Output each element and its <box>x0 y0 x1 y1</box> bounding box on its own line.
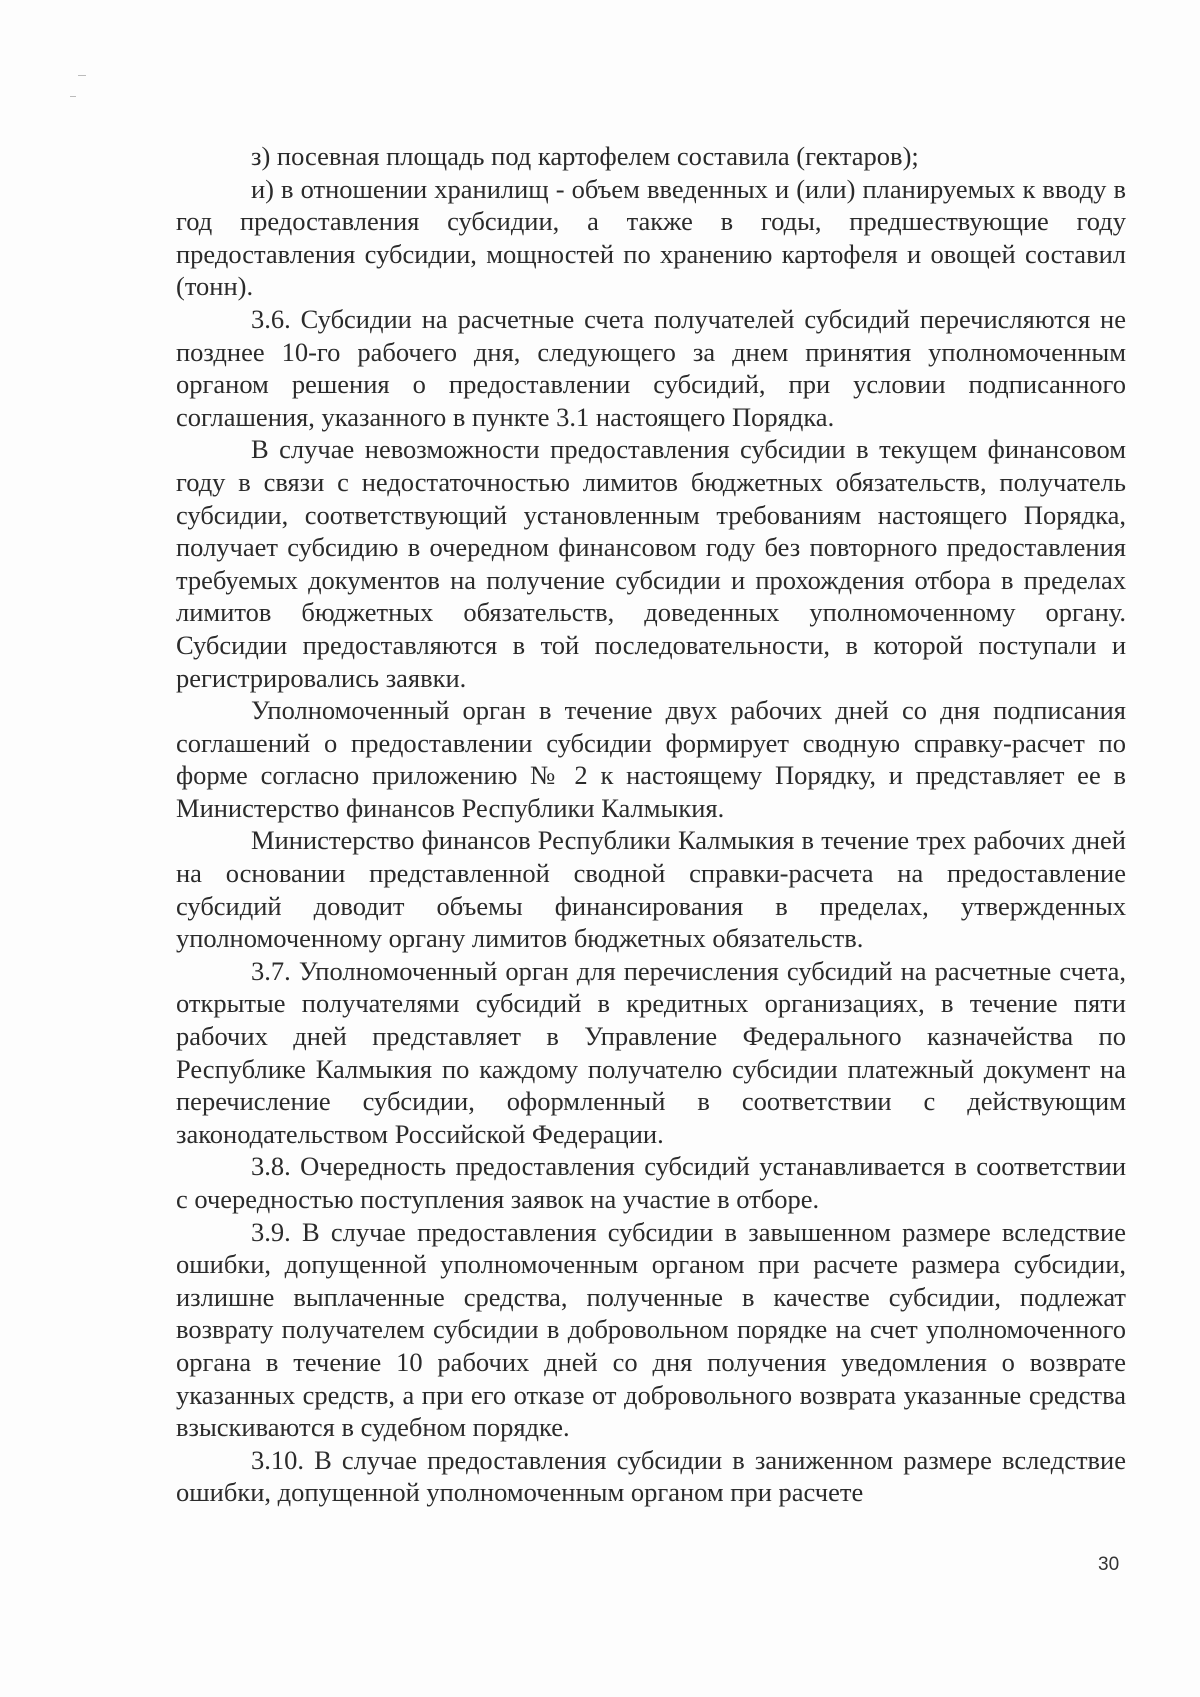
paragraph-item-i: и) в отношении хранилищ - объем введенных и (или) планируемых к вводу в год предоставления субсидии, а также в годы, предшествующие году предоставления субсидии, мощностей по хранению картофеля и овощей составил (тонн). <box>176 173 1126 302</box>
paragraph-ministry-finance: Министерство финансов Республики Калмыкия в течение трех рабочих дней на основании представленной сводной справки-расчета на предоставление субсидий доводит объемы финансирования в пределах, утвержденных уполномоченному органу лимитов бюджетных обязательств. <box>176 825 1126 954</box>
paragraph-3-9: 3.9. В случае предоставления субсидии в завышенном размере вследствие ошибки, допущенной уполномоченным органом при расчете размера субсидии, излишне выплаченные средства, полученные в качестве субсидии, подлежат возврату получателем субсидии в добровольном порядке на счет уполномоченного органа в течение 10 рабочих дней со дня получения уведомления о возврате указанных средств, а при его отказе от добровольного возврата указанные средства взыскиваются в судебном порядке. <box>176 1216 1126 1443</box>
paragraph-3-8: 3.8. Очередность предоставления субсидий устанавливается в соответствии с очередностью поступления заявок на участие в отборе. <box>176 1151 1126 1214</box>
scan-artifact <box>70 96 76 97</box>
document-body <box>176 140 1126 1509</box>
scan-artifact <box>78 75 86 76</box>
page-number: 30 <box>1098 1554 1120 1575</box>
paragraph-summary-calculation: Уполномоченный орган в течение двух рабочих дней со дня подписания соглашений о предоставлении субсидии формирует сводную справку-расчет по форме согласно приложению № 2 к настоящему Порядку, и представляет ее в Министерство финансов Республики Калмыкия. <box>176 695 1126 823</box>
paragraph-insufficient-limits: В случае невозможности предоставления субсидии в текущем финансовом году в связи с недостаточностью лимитов бюджетных обязательств, получатель субсидии, соответствующий установленным требованиям настоящего Порядка, получает субсидию в очередном финансовом году без повторного предоставления требуемых документов на получение субсидии и прохождения отбора в пределах лимитов бюджетных обязательств, доведенных уполномоченному органу. Субсидии предоставляются в той последовательности, в которой поступали и регистрировались заявки. <box>176 434 1126 693</box>
paragraph-3-10: 3.10. В случае предоставления субсидии в заниженном размере вследствие ошибки, допущенной уполномоченным органом при расчете <box>176 1444 1126 1508</box>
paragraph-3-6: 3.6. Субсидии на расчетные счета получателей субсидий перечисляются не позднее 10-го рабочего дня, следующего за днем принятия уполномоченным органом решения о предоставлении субсидий, при условии подписанного соглашения, указанного в пункте 3.1 настоящего Порядка. <box>176 303 1126 432</box>
paragraph-3-7: 3.7. Уполномоченный орган для перечисления субсидий на расчетные счета, открытые получателями субсидий в кредитных организациях, в течение пяти рабочих дней представляет в Управление Федерального казначейства по Республике Калмыкия по каждому получателю субсидии платежный документ на перечисление субсидии, оформленный в соответствии с действующим законодательством Российской Федерации. <box>176 955 1126 1149</box>
paragraph-item-z: з) посевная площадь под картофелем составила (гектаров); <box>251 141 919 171</box>
